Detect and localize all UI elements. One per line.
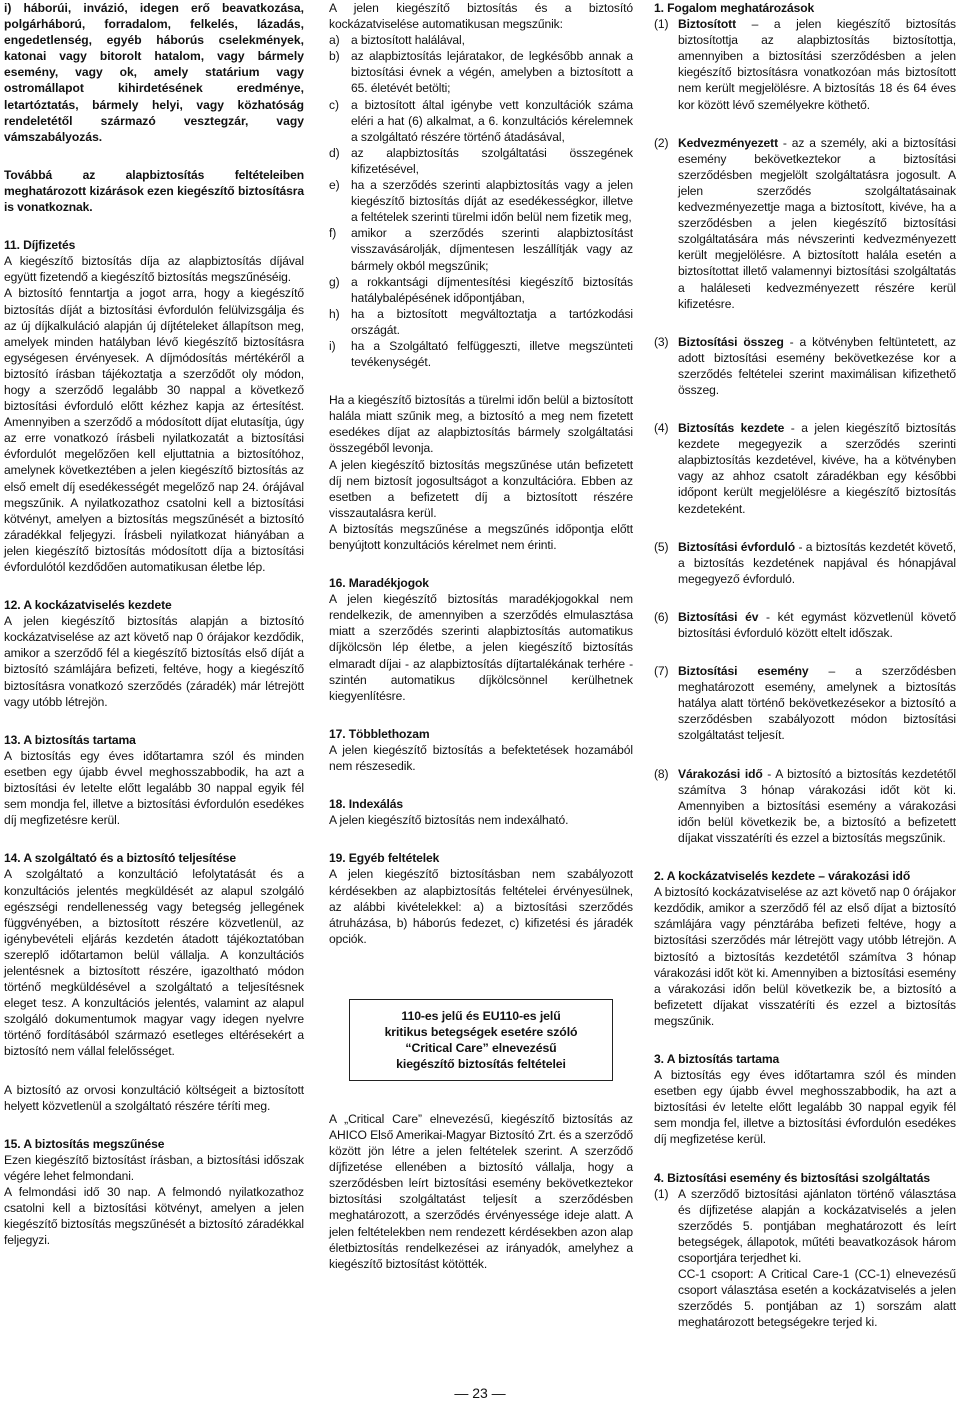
section-15-p2: A felmondási idő 30 nap. A felmondó nyilatkozathoz csatolni kell a biztosítási kötvényt, amelyen a jelen kiegészítő biztosítás megszűnését a biztosító záradékkal feljegyzi. — [4, 1185, 304, 1248]
definition-item: (4) Biztosítás kezdete - a jelen kiegészítő biztosítás kezdete megegyezik a szerződés szerinti alapbiztosítás kezdetével, kivéve, ha a kötvényben vagy az ahhoz csatolt záradékban egy későbbi időpont került megjelölésre a kiegészítő biztosítás kezdeteként. — [654, 421, 956, 516]
section-1-title: 1. Fogalom meghatározások — [654, 1, 815, 15]
section-18-p1: A jelen kiegészítő biztosítás nem indexálható. — [329, 813, 569, 828]
termination-intro: A jelen kiegészítő biztosítás és a biztosító kockázatviselése automatikusan megszűnik: — [329, 1, 633, 32]
list-item: c) a biztosított által igénybe vett konzultációk száma eléri a hat (6) alkalmat, a 6. konzultációs kérelemnek a szolgáltató részére történő átadásával, — [329, 97, 633, 144]
critical-care-intro: A „Critical Care” elnevezésű, kiegészítő biztosítás az AHICO Első Amerikai-Magyar Biztosító Zrt. és a szerződő között jön létre a jelen feltételek szerint. A szerződő díjfizetése ellenében a biztosító vállalja, hogy a szerződésben leírt biztosítási esemény bekövetkeztekor biztosítási szolgáltatást teljesít a szerződésben meghatározott, a szerződés érvényessége ideje alatt. A jelen feltételekben nem rendezett kérdésekben azon alap életbiztosítás rendelkezései az irányadók, amelyhez a kiegészítő biztosítást kötötték. — [329, 1111, 633, 1271]
section-13-p1: A biztosítás egy éves időtartamra szól és minden esetben egy újabb évvel meghosszabbodik, ha azt a biztosítási év letelte előtt legalább 30 nappal egyik fél sem mondja fel, illetve a biztosítási évfordulón esedékes díj megfizetésre kerül. — [4, 748, 304, 828]
further-exclusions: Továbbá az alapbiztosítás feltételeiben meghatározott kizárások ezen kiegészítő biztosításra is vonatkoznak. — [4, 167, 304, 215]
list-item: g) a rokkantsági díjmentesítési kiegészítő biztosítás hatálybalépésének időpontjában, — [329, 274, 633, 305]
section-3-title: 3. A biztosítás tartama — [654, 1051, 780, 1066]
section-4-cc1: CC-1 csoport: A Critical Care-1 (CC-1) elnevezésű csoport választása esetén a kockázatviselés a jelen szerződés 5. pontjában az 1) sorszám alatt meghatározott betegségekre terjed ki. — [678, 1267, 956, 1330]
list-item: f) amikor a szerződés szerinti alapbiztosítást visszavásárolják, díjmentesen leszállítják vagy az bármely okból megszűnik; — [329, 226, 633, 273]
column-middle — [329, 0, 633, 1272]
termination-moment-paragraph: A biztosítás megszűnése a megszűnés időpontja előtt benyújtott konzultációs kérelmet nem érinti. — [329, 521, 633, 552]
termination-list — [329, 32, 633, 370]
column-left — [4, 0, 304, 1248]
exclusion-item-i: i) háborúi, invázió, idegen erő beavatkozása, polgárháború, forradalom, felkelés, lázadás, engedetlenség, egyéb háborús cselekmények, katonai vagy bitorolt hatalom, vagy bármely esemény, vagy ok, amely statárium vagy ostromállapot kihirdetésének eredménye, letartóztatás, bármely helyi, vagy közhatóság rendeletétől származó vesztegzár, vagy vámszabályozás. — [4, 1, 304, 144]
section-12-title: 12. A kockázatviselés kezdete — [4, 598, 172, 613]
section-14-p1: A szolgáltató a konzultáció lefolytatását és a konzultációs jelentés megküldését az alapul szolgáló egészségi rendellenesség vagy betegség jellegének függvényében, a biztosított részére közvetlenül, az igénybevételi eljárás kezdetén átadott tájékoztatóban szereplő időtartamon belül vállalja. A konzultációs jelentésnek a biztosított részére, igazoltható módon történő megküldésével a szolgáltató a teljesítésnek eleget tesz. A konzultációs jelentés, valamint az alapul szolgáló dokumentumok magyar vagy idegen nyelvre történő fordításából származó esetleges eltérésekért a biztosító nem vállal felelősséget. — [4, 867, 304, 1059]
section-16-p1: A jelen kiegészítő biztosítás maradékjogokkal nem rendelkezik, de amennyiben a szerződés elmulasztása miatt a szerződés szerinti alapbiztosítás automatikus díjkölcsön lép életbe, a jelen kiegészítő biztosítás elmaradt díjai - az alapbiztosítás díjtartalékának terhére - szintén automatikus díjkölcsönnel kerülhetnek kiegyenlítésre. — [329, 592, 633, 703]
definition-item: (7) Biztosítási esemény – a szerződésben meghatározott esemény, amelynek a biztosítás hatálya alatt történő bekövetkezésekor a biztosító a szerződésben szabályozott módon biztosítási szolgáltatást teljesít. — [654, 664, 956, 743]
section-17-title: 17. Többlethozam — [329, 726, 430, 741]
definition-item: (1) Biztosított – a jelen kiegészítő biztosítás biztosítottja az alapbiztosítás biztosítottja, amennyiben a biztosítási szerződésben a jelen kiegészítő biztosításra vonatkozóan más biztosított nem került megjelölésre. A biztosítás 18 és 64 éves kor között lévő személyekre köthető. — [654, 17, 956, 112]
list-item: e) ha a szerződés szerinti alapbiztosítás vagy a jelen kiegészítő biztosítás díját az esedékességkor, illetve a feltételek szerinti türelmi időn belül nem fizetik meg, — [329, 178, 633, 225]
section-2-title: 2. A kockázatviselés kezdete – várakozási idő — [654, 869, 911, 884]
list-item: d) az alapbiztosítás szolgáltatási összegének kifizetésével, — [329, 145, 633, 176]
column-right — [654, 0, 956, 1330]
section-4-title: 4. Biztosítási esemény és biztosítási szolgáltatás — [654, 1170, 930, 1185]
section-19-title: 19. Egyéb feltételek — [329, 851, 440, 866]
definition-item: (8) Várakozási idő - A biztosító a biztosítás kezdetétől számítva 3 hónap várakozási időt köt ki. Amennyiben a biztosítási esemény a várakozási időn belül következik be, a biztosító a befizetett díjakat visszatéríti és ezzel a biztosítás megszűnik. — [654, 766, 956, 845]
definition-item: (2) Kedvezményezett - az a személy, aki a biztosítási esemény bekövetkeztekor a biztosítási szerződésben megjelölt szolgáltatásra jogosult. A jelen szerződés szolgáltatásainak kedvezményezettje maga a biztosított, kivéve, ha a szerződésben a jelen kiegészítő biztosítási szolgáltatására más névszerinti kedvezményezett került megjelölésre. A biztosított halála esetén a biztosítottat illető valamennyi biztosítási szolgáltatás a haláleseti kedvezményezett részére kerül kifizetésre. — [654, 135, 956, 311]
list-item: b) az alapbiztosítás lejáratakor, de legkésőbb annak a biztosítási évnek a végén, amelyben a biztosított a 65. életévét betölti; — [329, 49, 633, 96]
death-paragraph: Ha a kiegészítő biztosítás a türelmi időn belül a biztosított halála miatt szűnik meg, a biztosító a meg nem fizetett esedékes díjat az alapbiztosítás bármely szolgáltatási összegéből levonja. — [329, 393, 633, 456]
section-14-title: 14. A szolgáltató és a biztosító teljesítése — [4, 851, 236, 866]
section-11-p2: A biztosító fenntartja a jogot arra, hogy a kiegészítő biztosítás díját a biztosítási évfordulón felülvizsgálja és az új díjkalkuláció alapján új díjtételeket állapítson meg, amelyek minden hatályban lévő kiegészítő biztosításra egységesen érvényesek. A díjmódosítás mértékéről a biztosító írásban tájékoztatja a szerződőt oly módon, hogy a szerződő legalább 30 nappal a következő biztosítási évforduló előtt kézhez kapja az értesítést. Amennyiben a szerződő a módosított díjat elutasítja, úgy az erre vonatkozó írásbeli nyilatkozatát a biztosítási évfordulót megelőzően kell eljuttatnia a biztosítóhoz, amelynek következtében a jelen kiegészítő biztosítás az első emelt díj esedékességét megelőző nap 24. órájával megszűnik. A nyilatkozathoz csatolni kell a biztosítási kötvényt, amelyen a biztosítás megszűnését a biztosító záradékkal feljegyzi. Írásbeli nyilatkozat hiányában a jelen kiegészítő biztosítás módosított díja a biztosítási évfordulótól kezdődően automatikusan életbe lép. — [4, 286, 304, 574]
section-4-item: (1) A szerződő biztosítási ajánlaton történő választása és díjfizetése alapján a kockázatviselés a jelen szerződés 5. pontjában meghatározott és leírt betegségek, állapotok, műtéti beavatkozások három csoportjára terjedhet ki. — [654, 1186, 956, 1265]
section-2-p1: A biztosító kockázatviselése az azt követő nap 0 órájakor kezdődik, amikor a szerződő fél az első díjat a biztosító számlájára vagy pénztárába befizeti feltéve, hogy a biztosítási szerződés már létrejött vagy utóbb létrejön. A biztosító a biztosítás kezdetétől számítva 3 hónap várakozási időt köt ki. Amennyiben a biztosítási esemény a várakozási időn belül következik be, a biztosító a befizetett díjakat visszatéríti és ezzel a biztosítás megszűnik. — [654, 885, 956, 1028]
critical-care-title-box: 110-es jelű és EU110-es jelű kritikus betegségek esetére szóló “Critical Care” elnevezésű kiegészítő biztosítás feltételei — [349, 999, 613, 1081]
after-termination-paragraph: A jelen kiegészítő biztosítás megszűnése után befizetett díj nem biztosít jogosultságot a konzultációra. Ebben az esetben a befizetett díj a biztosított részére visszautalásra kerül. — [329, 457, 633, 520]
definition-item: (5) Biztosítási évforduló - a biztosítás kezdetét követő, a biztosítás kezdetének napjával és hónapjával megegyező évforduló. — [654, 539, 956, 586]
section-16-title: 16. Maradékjogok — [329, 576, 429, 591]
section-12-p1: A jelen kiegészítő biztosítás alapján a biztosító kockázatviselése az azt követő nap 0 órájakor kezdődik, amikor a szerződő fél a kiegészítő biztosítás első díját a biztosító számlájára befizeti, feltéve, hogy a kiegészítő biztosításra vonatkozó szerződés (záradék) már létrejött vagy utóbb létrejön. — [4, 614, 304, 709]
section-19-p1: A jelen kiegészítő biztosításban nem szabályozott kérdésekben az alapbiztosítás feltételei érvényesülnek, az alábbi kivételekkel: a) a biztosítási szerződés átruházása, b) háborús fedezet, c) kifizetési és járadék opciók. — [329, 867, 633, 946]
section-17-p1: A jelen kiegészítő biztosítás a befektetések hozamából nem részesedik. — [329, 742, 633, 774]
section-18-title: 18. Indexálás — [329, 797, 403, 812]
definition-item: (6) Biztosítási év - két egymást közvetlenül követő biztosítási évforduló között eltelt időszak. — [654, 609, 956, 640]
list-item: i) ha a Szolgáltató felfüggeszti, illetve megszünteti tevékenységét. — [329, 338, 633, 370]
list-item: h) ha a biztosított megváltoztatja a tartózkodási országát. — [329, 306, 633, 337]
section-15-p1: Ezen kiegészítő biztosítást írásban, a biztosítási időszak végére lehet felmondani. — [4, 1152, 304, 1183]
section-15-title: 15. A biztosítás megszűnése — [4, 1136, 165, 1151]
section-3-p1: A biztosítás egy éves időtartamra szól és minden esetben egy újabb évvel meghosszabbodik, ha azt a biztosítási év letelte előtt legalább 30 nappal egyik fél sem mondja fel, illetve a biztosítási évfordulón esedékes díj megfizetése kerül. — [654, 1068, 956, 1147]
section-11-p1: A kiegészítő biztosítás díja az alapbiztosítás díjával együtt fizetendő a kiegészítő biztosítás megszűnéséig. — [4, 254, 304, 285]
page-number: — 23 — — [454, 1385, 506, 1401]
section-14-p2: A biztosító az orvosi konzultáció költségeit a biztosított helyett közvetlenül a szolgáltató részére téríti meg. — [4, 1082, 304, 1113]
section-11-title: 11. Díjfizetés — [4, 238, 76, 253]
definition-item: (3) Biztosítási összeg - a kötvényben feltüntetett, az adott biztosítási esemény bekövetkezése kor a szerződés feltételei szerint maximálisan kifizethető összeg. — [654, 334, 956, 397]
list-item: a) a biztosított halálával, — [329, 33, 465, 48]
section-13-title: 13. A biztosítás tartama — [4, 732, 136, 747]
